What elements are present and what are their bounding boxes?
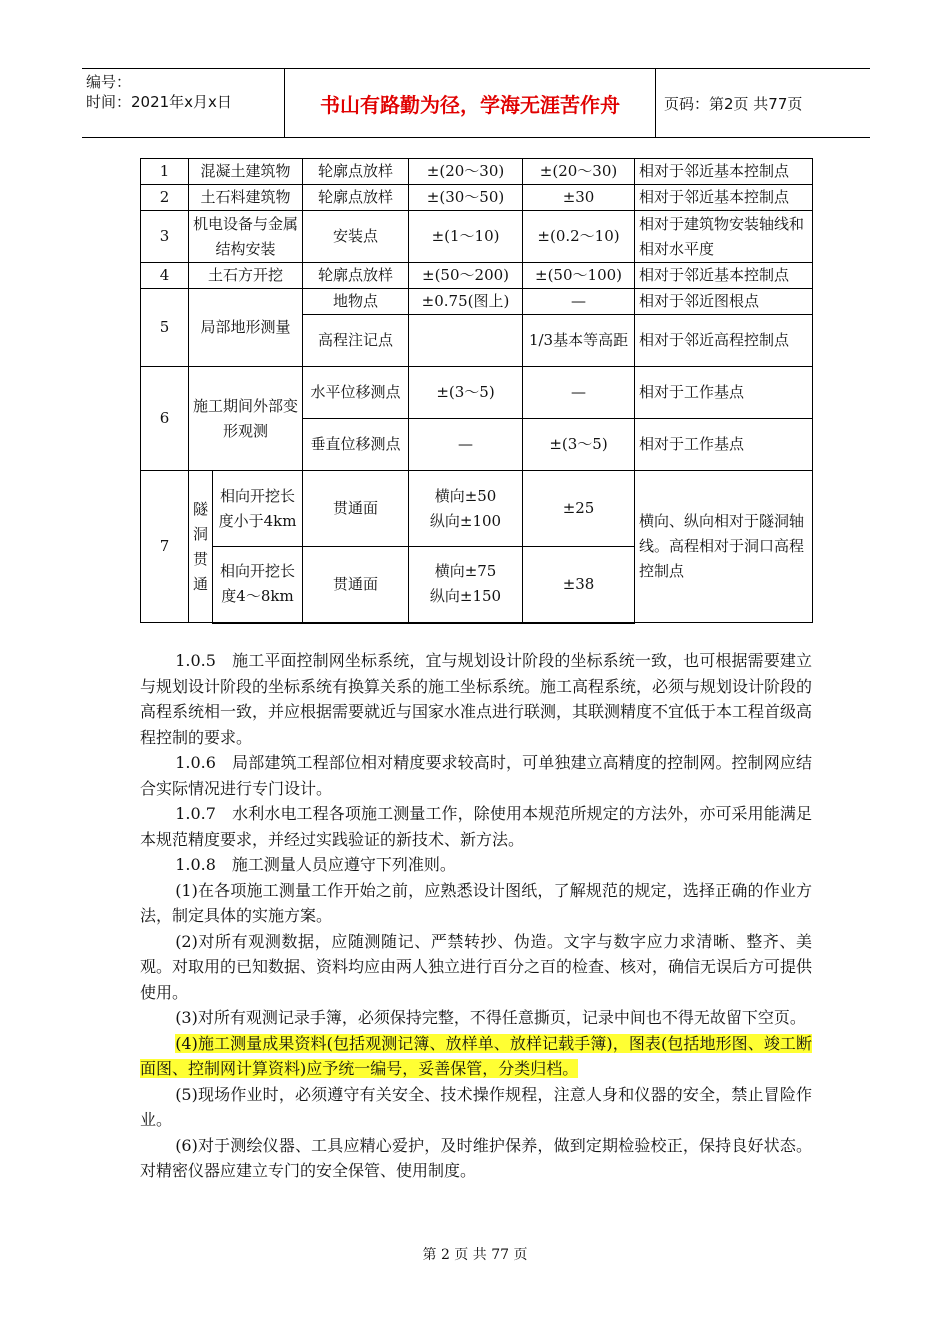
- row-ref: 相对于建筑物安装轴线和相对水平度: [635, 211, 813, 263]
- table-row: [141, 471, 813, 547]
- table-row: [141, 367, 813, 419]
- rule-item-4: [140, 1031, 812, 1082]
- row-number: 7: [141, 471, 189, 623]
- row-item: [189, 471, 213, 623]
- body-text: [140, 648, 812, 1184]
- row-point: 垂直位移测点: [303, 419, 409, 471]
- row-ref: 相对于邻近基本控制点: [635, 185, 813, 211]
- row-plane: —: [409, 419, 523, 471]
- row-height: ±(20～30): [523, 159, 635, 185]
- row-item: 混凝土建筑物: [189, 159, 303, 185]
- row-number: 6: [141, 367, 189, 471]
- header-page-info: 页码：第2页 共77页: [664, 94, 803, 113]
- row-item: 机电设备与金属结构安装: [189, 211, 303, 263]
- precision-table: [140, 158, 813, 624]
- row-item-vertical: 隧洞贯通: [192, 499, 208, 593]
- row-plane: ±(50～200): [409, 263, 523, 289]
- rule-item-2: (2)对所有观测数据，应随测随记、严禁转抄、伪造。文字与数字应力求清晰、整齐、美观。对取用的已知数据、资料均应由两人独立进行百分之百的检查、核对，确信无误后方可提供使用。: [140, 931, 813, 1002]
- row-height: ±30: [523, 185, 635, 211]
- row-height: ±(50～100): [523, 263, 635, 289]
- row-height: 1/3基本等高距: [523, 315, 635, 367]
- row-number: 5: [141, 289, 189, 367]
- row-item: 施工期间外部变形观测: [189, 367, 303, 471]
- row-number: 4: [141, 263, 189, 289]
- row-condition: 相向开挖长度4～8km: [213, 547, 303, 623]
- plane-longitudinal: 纵向±100: [429, 511, 502, 530]
- row-point: 贯通面: [303, 471, 409, 547]
- table-row: [141, 211, 813, 263]
- row-plane: ±(30～50): [409, 185, 523, 211]
- row-ref: 相对于邻近图根点: [635, 289, 813, 315]
- row-plane: ±0.75(图上): [409, 289, 523, 315]
- plane-lateral: 横向±50: [434, 486, 497, 505]
- row-point: 安装点: [303, 211, 409, 263]
- row-item: 土石方开挖: [189, 263, 303, 289]
- plane-lateral: 横向±75: [434, 562, 497, 581]
- header-meta: [82, 69, 285, 137]
- row-item: 土石料建筑物: [189, 185, 303, 211]
- clause-1-0-7: 1.0.7 水利水电工程各项施工测量工作，除使用本规范所规定的方法外，亦可采用能满足本规范精度要求，并经过实践验证的新技术、新方法。: [140, 804, 812, 849]
- row-point: 高程注记点: [303, 315, 409, 367]
- row-ref: 横向、纵向相对于隧洞轴线。高程相对于洞口高程控制点: [635, 471, 813, 623]
- rule-item-3: (3)对所有观测记录手簿，必须保持完整，不得任意撕页，记录中间也不得无故留下空页。: [175, 1008, 806, 1027]
- row-point: 轮廓点放样: [303, 185, 409, 211]
- row-plane: [409, 547, 523, 623]
- plane-longitudinal: 纵向±150: [429, 587, 502, 606]
- row-plane: [409, 471, 523, 547]
- row-point: 贯通面: [303, 547, 409, 623]
- page-footer: 第 2 页 共 77 页: [422, 1247, 528, 1263]
- row-height: —: [523, 367, 635, 419]
- row-height: ±(0.2～10): [523, 211, 635, 263]
- row-point: 水平位移测点: [303, 367, 409, 419]
- row-height: ±25: [523, 471, 635, 547]
- highlighted-text: 施工测量成果资料(包括观测记簿、放样单、放样记载手簿)，图表(包括地形图、竣工断面图、控制网计算资料)应予统一编号，妥善保管，分类归档。: [140, 1033, 812, 1078]
- row-number: 2: [141, 185, 189, 211]
- clause-1-0-8: 1.0.8 施工测量人员应遵守下列准则。: [175, 855, 456, 874]
- row-ref: 相对于工作基点: [635, 419, 813, 471]
- clause-1-0-5: 1.0.5 施工平面控制网坐标系统，宜与规划设计阶段的坐标系统一致，也可根据需要建立与规划设计阶段的坐标系统有换算关系的施工坐标系统。施工高程系统，必须与规划设计阶段的高程系统相一致，并应根据需要就近与国家水准点进行联测，其联测精度不宜低于本工程首级高程控制的要求。: [140, 651, 813, 747]
- row-number: 1: [141, 159, 189, 185]
- date-label: 时间：2021年x月x日: [86, 93, 232, 111]
- number-label: 编号：: [86, 73, 132, 91]
- table-row: [141, 159, 813, 185]
- table-row: [141, 289, 813, 315]
- rule-item-6: (6)对于测绘仪器、工具应精心爱护，及时维护保养，做到定期检验校正，保持良好状态。对精密仪器应建立专门的安全保管、使用制度。: [140, 1135, 812, 1180]
- row-height: ±38: [523, 547, 635, 623]
- rule-item-5: (5)现场作业时，必须遵守有关安全、技术操作规程，注意人身和仪器的安全，禁止冒险作业。: [140, 1084, 812, 1129]
- row-plane: ±(1～10): [409, 211, 523, 263]
- row-ref: 相对于邻近基本控制点: [635, 159, 813, 185]
- table-row: [141, 263, 813, 289]
- table-row: [141, 185, 813, 211]
- row-ref: 相对于邻近基本控制点: [635, 263, 813, 289]
- row-number: 3: [141, 211, 189, 263]
- row-item: 局部地形测量: [189, 289, 303, 367]
- row-point: 轮廓点放样: [303, 263, 409, 289]
- header-motto: 书山有路勤为径，学海无涯苦作舟: [285, 69, 656, 137]
- row-height: ±(3～5): [523, 419, 635, 471]
- rule-item-4-number: (4): [175, 1033, 198, 1053]
- rule-item-1: (1)在各项施工测量工作开始之前，应熟悉设计图纸，了解规范的规定，选择正确的作业方法，制定具体的实施方案。: [140, 880, 812, 925]
- row-plane: ±(20～30): [409, 159, 523, 185]
- row-point: 地物点: [303, 289, 409, 315]
- row-plane: [409, 315, 523, 367]
- row-ref: 相对于邻近高程控制点: [635, 315, 813, 367]
- row-plane: ±(3～5): [409, 367, 523, 419]
- clause-1-0-6: 1.0.6 局部建筑工程部位相对精度要求较高时，可单独建立高精度的控制网。控制网应结合实际情况进行专门设计。: [140, 753, 812, 798]
- row-condition: 相向开挖长度小于4km: [213, 471, 303, 547]
- row-ref: 相对于工作基点: [635, 367, 813, 419]
- row-height: —: [523, 289, 635, 315]
- row-point: 轮廓点放样: [303, 159, 409, 185]
- page-header: [82, 68, 870, 138]
